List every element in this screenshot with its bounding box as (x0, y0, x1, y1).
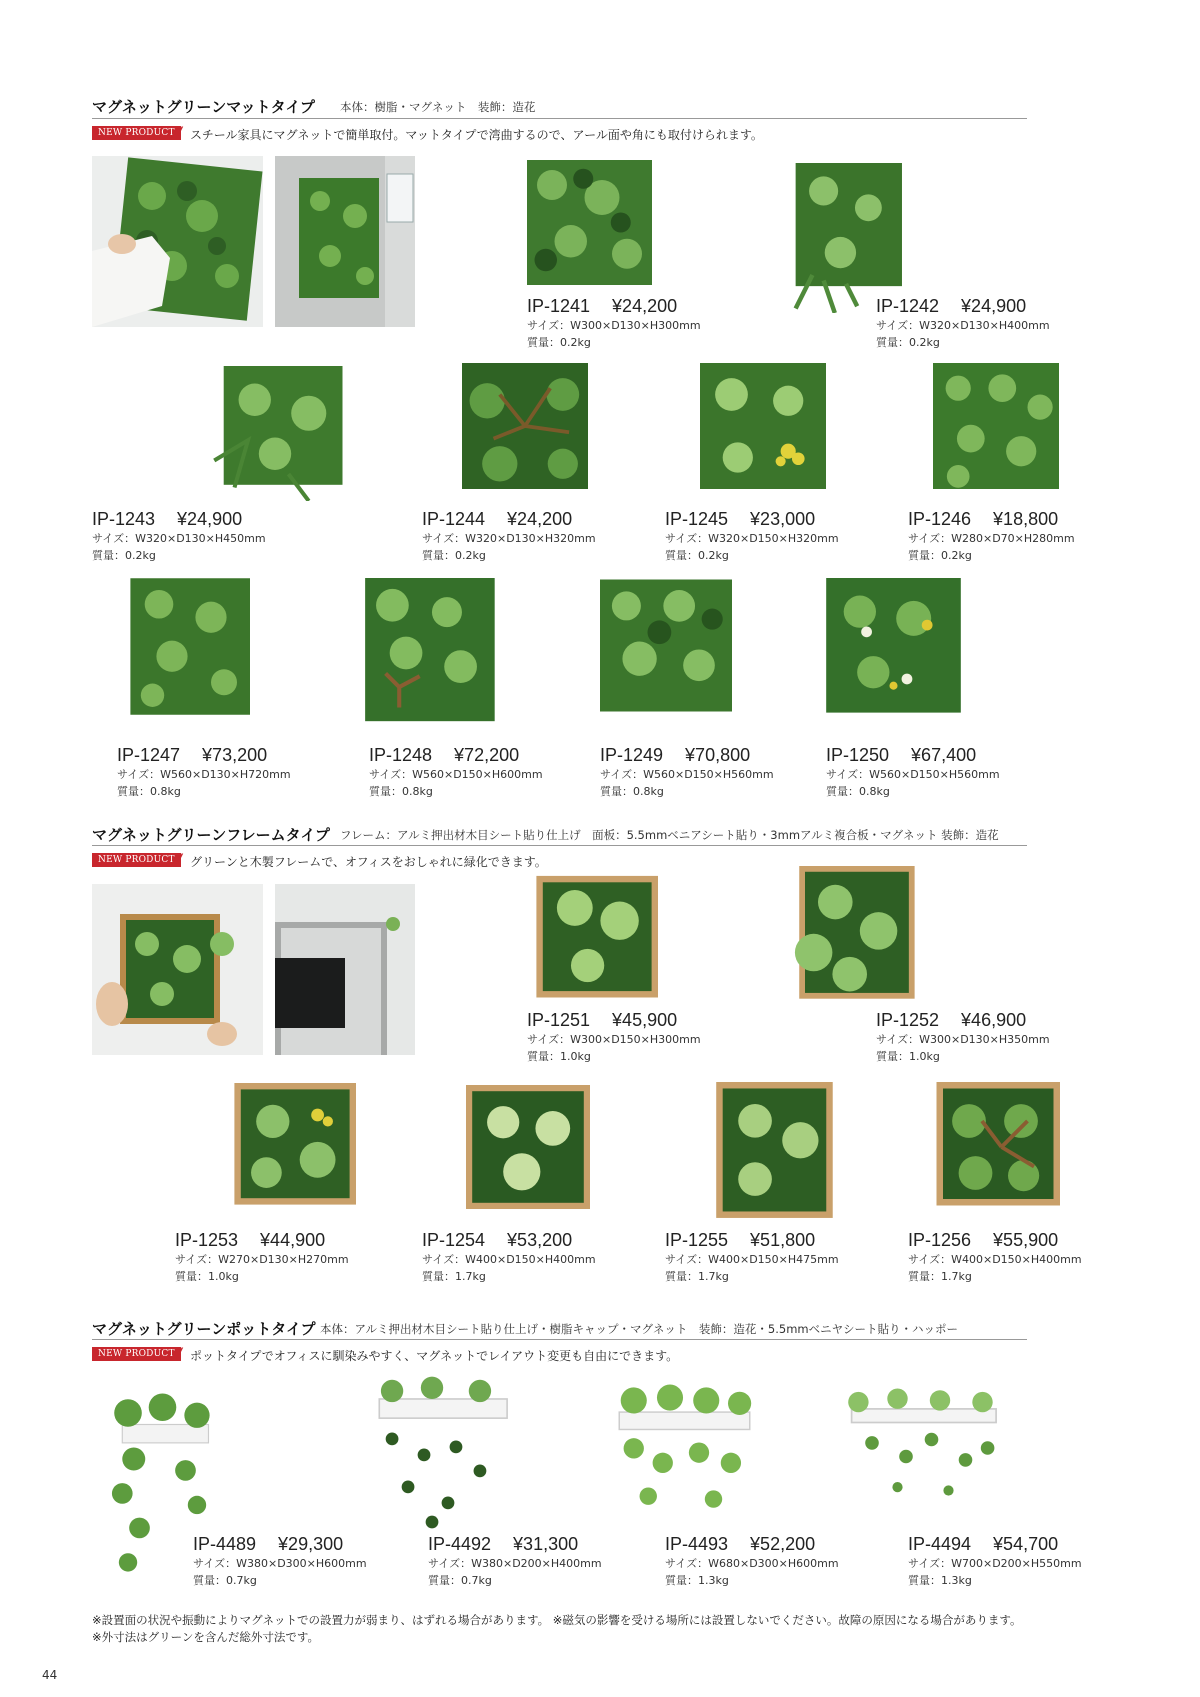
product-image-ip-1245[interactable] (700, 363, 826, 489)
page-number: 44 (42, 1668, 58, 1682)
product-ip-1250[interactable] (826, 745, 1000, 800)
product-price: ¥54,700 (993, 1534, 1059, 1554)
product-image-ip-1244[interactable] (462, 363, 588, 489)
product-weight: 質量：1.3kg (665, 1574, 729, 1587)
product-ip-1244[interactable] (422, 509, 596, 564)
badge-slash-icon: // (172, 1346, 183, 1362)
product-price: ¥29,300 (278, 1534, 344, 1554)
product-code: IP-1256 (908, 1230, 972, 1250)
product-size: サイズ：W560×D150×H600mm (369, 768, 543, 781)
product-size: サイズ：W300×D150×H300mm (527, 1033, 701, 1046)
product-size: サイズ：W280×D70×H280mm (908, 532, 1075, 545)
new-product-badge: NEW PRODUCT (92, 126, 181, 140)
section-spec-pot: 本体：アルミ押出材木目シート貼り仕上げ・樹脂キャップ・マグネット 装飾：造花・5.5mmベニヤシート貼り・ハッポー (320, 1322, 958, 1336)
product-image-ip-1243[interactable] (205, 366, 345, 501)
product-ip-1255[interactable] (665, 1230, 839, 1285)
product-price: ¥72,200 (454, 745, 520, 765)
product-code: IP-1246 (908, 509, 972, 529)
product-weight: 質量：0.2kg (876, 336, 940, 349)
product-price: ¥46,900 (961, 1010, 1027, 1030)
section-title-frame: マグネットグリーンフレームタイプ (92, 826, 330, 844)
product-code: IP-1247 (117, 745, 181, 765)
product-size: サイズ：W700×D200×H550mm (908, 1557, 1082, 1570)
product-price: ¥24,900 (177, 509, 243, 529)
footnote-1: ※設置面の状況や振動によりマグネットでの設置力が弱まり、はずれる場合があります。 ※磁気の影響を受ける場所には設置しないでください。故障の原因になる場合があります。 (92, 1613, 1022, 1627)
product-size: サイズ：W270×D130×H270mm (175, 1253, 349, 1266)
product-price: ¥24,200 (612, 296, 678, 316)
product-ip-4492[interactable] (428, 1534, 602, 1589)
product-weight: 質量：0.2kg (908, 549, 972, 562)
scene-photo-frame-hands (92, 884, 263, 1055)
product-ip-1241[interactable] (527, 296, 701, 351)
product-weight: 質量：1.0kg (175, 1270, 239, 1283)
product-code: IP-1244 (422, 509, 486, 529)
product-ip-1256[interactable] (908, 1230, 1082, 1285)
product-code: IP-1253 (175, 1230, 239, 1250)
product-size: サイズ：W400×D150×H400mm (422, 1253, 596, 1266)
product-size: サイズ：W400×D150×H400mm (908, 1253, 1082, 1266)
scene-photo-hand-install (92, 156, 263, 327)
new-product-badge: NEW PRODUCT (92, 1347, 181, 1361)
product-image-ip-1249[interactable] (600, 578, 732, 713)
product-code: IP-1255 (665, 1230, 729, 1250)
product-price: ¥23,000 (750, 509, 816, 529)
product-ip-1249[interactable] (600, 745, 774, 800)
product-image-ip-1247[interactable] (120, 578, 250, 728)
badge-slash-icon: // (172, 852, 183, 868)
section-spec-frame: フレーム：アルミ押出材木目シート貼り仕上げ 面板：5.5mmベニアシート貼り・3mmアルミ複合板・マグネット 装飾：造花 (340, 828, 999, 842)
product-image-ip-1246[interactable] (933, 363, 1059, 489)
product-code: IP-1245 (665, 509, 729, 529)
product-image-ip-4494[interactable] (838, 1388, 1008, 1508)
product-price: ¥67,400 (911, 745, 977, 765)
product-code: IP-1248 (369, 745, 433, 765)
product-image-ip-1255[interactable] (703, 1082, 833, 1227)
product-price: ¥24,200 (507, 509, 573, 529)
new-product-badge: NEW PRODUCT (92, 853, 181, 867)
product-weight: 質量：0.8kg (369, 785, 433, 798)
product-image-ip-1256[interactable] (930, 1082, 1060, 1212)
product-image-ip-1248[interactable] (358, 578, 495, 728)
product-size: サイズ：W560×D130×H720mm (117, 768, 291, 781)
product-ip-4493[interactable] (665, 1534, 839, 1589)
product-weight: 質量：1.7kg (665, 1270, 729, 1283)
product-weight: 質量：1.7kg (422, 1270, 486, 1283)
section-divider (92, 1339, 1027, 1340)
section-tagline-frame: グリーンと木製フレームで、オフィスをおしゃれに緑化できます。 (190, 855, 547, 869)
product-size: サイズ：W320×D130×H450mm (92, 532, 266, 545)
product-weight: 質量：0.2kg (422, 549, 486, 562)
product-price: ¥51,800 (750, 1230, 816, 1250)
section-title-pot: マグネットグリーンポットタイプ (92, 1320, 316, 1338)
product-price: ¥24,900 (961, 296, 1027, 316)
product-ip-1251[interactable] (527, 1010, 701, 1065)
product-code: IP-1243 (92, 509, 156, 529)
product-weight: 質量：1.0kg (527, 1050, 591, 1063)
product-ip-1247[interactable] (117, 745, 291, 800)
product-size: サイズ：W400×D150×H475mm (665, 1253, 839, 1266)
product-code: IP-4494 (908, 1534, 972, 1554)
product-weight: 質量：1.7kg (908, 1270, 972, 1283)
product-price: ¥31,300 (513, 1534, 579, 1554)
product-ip-1254[interactable] (422, 1230, 596, 1285)
section-title-mat: マグネットグリーンマットタイプ (92, 98, 315, 116)
product-code: IP-1250 (826, 745, 890, 765)
product-code: IP-4489 (193, 1534, 257, 1554)
scene-photo-column (275, 156, 415, 327)
product-weight: 質量：1.3kg (908, 1574, 972, 1587)
product-image-ip-1254[interactable] (466, 1082, 590, 1212)
product-ip-1252[interactable] (876, 1010, 1050, 1065)
section-tagline-pot: ポットタイプでオフィスに馴染みやすく、マグネットでレイアウト変更も自由にできます。 (190, 1349, 679, 1363)
product-price: ¥55,900 (993, 1230, 1059, 1250)
section-tagline-mat: スチール家具にマグネットで簡単取付。マットタイプで湾曲するので、アール面や角にも取付けられます。 (190, 128, 763, 142)
product-size: サイズ：W380×D300×H600mm (193, 1557, 367, 1570)
product-weight: 質量：0.7kg (193, 1574, 257, 1587)
product-size: サイズ：W300×D130×H300mm (527, 319, 701, 332)
product-image-ip-4493[interactable] (612, 1383, 757, 1518)
product-ip-1242[interactable] (876, 296, 1050, 351)
product-weight: 質量：0.8kg (826, 785, 890, 798)
product-price: ¥45,900 (612, 1010, 678, 1030)
product-weight: 質量：0.7kg (428, 1574, 492, 1587)
product-image-ip-4492[interactable] (360, 1375, 520, 1530)
product-price: ¥53,200 (507, 1230, 573, 1250)
product-size: サイズ：W560×D150×H560mm (600, 768, 774, 781)
product-image-ip-1252[interactable] (770, 866, 915, 1016)
product-weight: 質量：0.2kg (665, 549, 729, 562)
section-spec-mat: 本体：樹脂・マグネット 装飾：造花 (340, 100, 536, 114)
footnote-2: ※外寸法はグリーンを含んだ総外寸法です。 (92, 1630, 319, 1644)
product-weight: 質量：0.8kg (600, 785, 664, 798)
product-size: サイズ：W560×D150×H560mm (826, 768, 1000, 781)
product-image-ip-1242[interactable] (790, 163, 902, 313)
product-code: IP-1254 (422, 1230, 486, 1250)
section-divider (92, 118, 1027, 119)
product-code: IP-1242 (876, 296, 940, 316)
product-ip-4494[interactable] (908, 1534, 1082, 1589)
scene-photo-frame-door (275, 884, 415, 1055)
product-code: IP-1251 (527, 1010, 591, 1030)
product-ip-1248[interactable] (369, 745, 543, 800)
product-code: IP-1241 (527, 296, 591, 316)
product-price: ¥44,900 (260, 1230, 326, 1250)
product-weight: 質量：1.0kg (876, 1050, 940, 1063)
product-code: IP-4493 (665, 1534, 729, 1554)
product-size: サイズ：W300×D130×H350mm (876, 1033, 1050, 1046)
product-size: サイズ：W380×D200×H400mm (428, 1557, 602, 1570)
product-image-ip-1250[interactable] (826, 578, 961, 718)
product-price: ¥52,200 (750, 1534, 816, 1554)
product-ip-4489[interactable] (193, 1534, 367, 1589)
product-weight: 質量：0.8kg (117, 785, 181, 798)
product-size: サイズ：W320×D150×H320mm (665, 532, 839, 545)
product-size: サイズ：W320×D130×H320mm (422, 532, 596, 545)
product-weight: 質量：0.2kg (527, 336, 591, 349)
product-code: IP-4492 (428, 1534, 492, 1554)
product-code: IP-1249 (600, 745, 664, 765)
product-ip-1245[interactable] (665, 509, 839, 564)
badge-slash-icon: // (172, 125, 183, 141)
product-image-ip-1253[interactable] (228, 1082, 356, 1212)
product-price: ¥18,800 (993, 509, 1059, 529)
product-code: IP-1252 (876, 1010, 940, 1030)
product-image-ip-1251[interactable] (530, 866, 658, 1001)
product-price: ¥73,200 (202, 745, 268, 765)
product-ip-1246[interactable] (908, 509, 1075, 564)
product-image-ip-1241[interactable] (527, 160, 652, 285)
product-size: サイズ：W680×D300×H600mm (665, 1557, 839, 1570)
product-ip-1253[interactable] (175, 1230, 349, 1285)
product-ip-1243[interactable] (92, 509, 266, 564)
product-weight: 質量：0.2kg (92, 549, 156, 562)
product-size: サイズ：W320×D130×H400mm (876, 319, 1050, 332)
product-price: ¥70,800 (685, 745, 751, 765)
section-divider (92, 845, 1027, 846)
